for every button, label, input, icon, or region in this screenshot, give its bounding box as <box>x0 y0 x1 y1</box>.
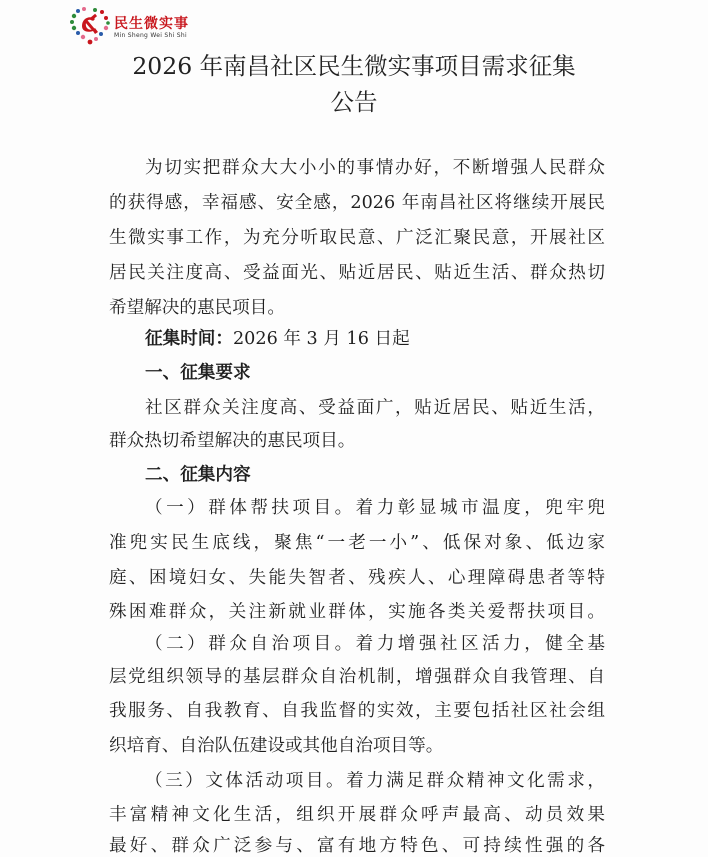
section-heading: 一、征集要求 <box>145 363 251 383</box>
item-line: 准兜实民生底线，聚焦“一老一小”、低保对象、低边家 <box>109 533 605 553</box>
item-line: 庭、困境妇女、失能失智者、残疾人、心理障碍患者等特 <box>109 568 605 588</box>
item-line: （三）文体活动项目。着力满足群众精神文化需求， <box>145 771 605 791</box>
page-title-line-2: 公告 <box>330 88 378 116</box>
item-line: 殊困难群众，关注新就业群体，实施各类关爱帮扶项目。 <box>109 602 605 622</box>
intro-line: 生微实事工作，为充分听取民意、广泛汇聚民意，开展社区 <box>109 228 605 248</box>
item-line: 我服务、自我教育、自我监督的实效，主要包括社区社会组 <box>109 701 605 721</box>
intro-line: 的获得感，幸福感、安全感，2026 年南昌社区将继续开展民 <box>109 193 605 213</box>
collection-time <box>145 325 410 353</box>
item-line: 丰富精神文化生活，组织开展群众呼声最高、动员效果 <box>109 805 605 825</box>
section1-line: 社区群众关注度高、受益面广，贴近居民、贴近生活， <box>145 398 605 418</box>
item-line: 层党组织领导的基层群众自治机制，增强群众自我管理、自 <box>109 667 605 687</box>
logo <box>68 6 208 46</box>
page-title-line-1: 2026 年南昌社区民生微实事项目需求征集 <box>132 52 576 80</box>
intro-line: 为切实把群众大大小小的事情办好，不断增强人民群众 <box>145 158 605 178</box>
intro-line: 居民关注度高、受益面光、贴近居民、贴近生活、群众热切 <box>109 263 605 283</box>
item-line: 最好、群众广泛参与、富有地方特色、可持续性强的各 <box>109 836 605 856</box>
heart-hammer-sickle-icon <box>68 6 112 46</box>
collection-time-value: 2026 年 3 月 16 日起 <box>232 329 410 349</box>
section1-line: 群众热切希望解决的惠民项目。 <box>109 431 356 451</box>
item-line: （一）群体帮扶项目。着力彰显城市温度，兜牢兜 <box>145 498 605 518</box>
item-line: 织培育、自治队伍建设或其他自治项目等。 <box>109 736 444 756</box>
section-heading: 二、征集内容 <box>145 465 251 485</box>
intro-line: 希望解决的惠民项目。 <box>109 298 285 318</box>
collection-time-label: 征集时间： <box>145 329 233 349</box>
logo-name: 民生微实事 <box>114 16 189 32</box>
item-line: （二）群众自治项目。着力增强社区活力，健全基 <box>145 634 605 654</box>
logo-pinyin: Min Sheng Wei Shi Shi <box>114 32 187 39</box>
